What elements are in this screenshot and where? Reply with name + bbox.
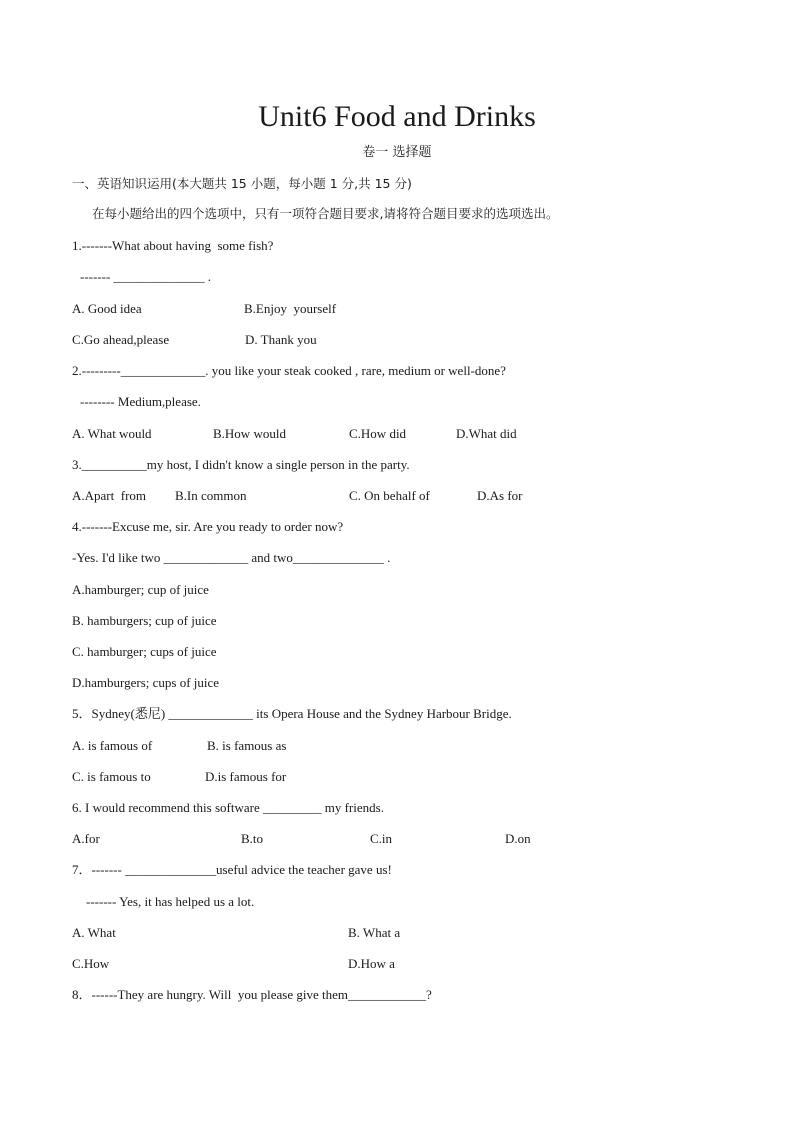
question-6-option-c: C.in (370, 831, 393, 846)
question-2-option-b: B.How would (213, 426, 286, 441)
question-1-answer-line: ------- ______________ . (80, 269, 212, 284)
question-7-option-b: B. What a (348, 925, 401, 940)
question-6-option-b: B.to (241, 831, 264, 846)
question-3-option-b: B.In common (175, 488, 247, 503)
question-6-stem: 6. I would recommend this software _________ my friends. (72, 800, 384, 815)
question-6-option-a: A.for (72, 831, 100, 846)
page-title: Unit6 Food and Drinks (258, 100, 536, 133)
question-6-option-d: D.on (505, 831, 531, 846)
question-5-option-c: C. is famous to (72, 769, 151, 784)
question-2-option-c: C.How did (349, 426, 407, 441)
question-1-option-c: C.Go ahead,please (72, 332, 170, 347)
question-8-stem: 8．------They are hungry. Will you please give them____________? (72, 987, 432, 1002)
question-3-option-c: C. On behalf of (349, 488, 430, 503)
question-7-stem: 7．------- ______________useful advice the teacher gave us! (72, 862, 392, 877)
question-4-option-a: A.hamburger; cup of juice (72, 582, 209, 597)
question-1-option-a: A. Good idea (72, 301, 142, 316)
question-2-answer-line: -------- Medium,please. (80, 394, 201, 409)
question-7-answer-line: ------- Yes, it has helped us a lot. (86, 894, 255, 909)
question-4-option-b: B. hamburgers; cup of juice (72, 613, 217, 628)
question-1-option-d: D. Thank you (245, 332, 317, 347)
question-3-option-d: D.As for (477, 488, 523, 503)
question-2-stem: 2.---------_____________. you like your steak cooked , rare, medium or well-done? (72, 363, 506, 378)
question-3-stem: 3.__________my host, I didn't know a single person in the party. (72, 457, 410, 472)
question-4-option-d: D.hamburgers; cups of juice (72, 675, 220, 690)
question-1-stem: 1.-------What about having some fish? (72, 238, 274, 253)
section-subtitle: 卷一 选择题 (362, 145, 432, 160)
question-4-stem: 4.-------Excuse me, sir. Are you ready to order now? (72, 519, 344, 534)
question-4-option-c: C. hamburger; cups of juice (72, 644, 217, 659)
question-7-option-a: A. What (72, 925, 116, 940)
question-5-option-b: B. is famous as (207, 738, 287, 753)
question-5-stem: 5．Sydney(悉尼) _____________ its Opera House and the Sydney Harbour Bridge. (72, 706, 512, 721)
instruction-text: 在每小题给出的四个选项中，只有一项符合题目要求,请将符合题目要求的选项选出。 (92, 206, 559, 221)
question-7-option-d: D.How a (348, 956, 395, 971)
question-5-option-a: A. is famous of (72, 738, 153, 753)
question-2-option-a: A. What would (72, 426, 152, 441)
question-5-option-d: D.is famous for (205, 769, 287, 784)
question-1-option-b: B.Enjoy yourself (244, 301, 337, 316)
question-2-option-d: D.What did (456, 426, 517, 441)
question-7-option-c: C.How (72, 956, 110, 971)
question-4-answer-line: -Yes. I'd like two _____________ and two______________ . (72, 550, 391, 565)
section-heading: 一、英语知识运用(本大题共 15 小题，每小题 1 分,共 15 分) (72, 176, 412, 191)
question-3-option-a: A.Apart from (72, 488, 147, 503)
